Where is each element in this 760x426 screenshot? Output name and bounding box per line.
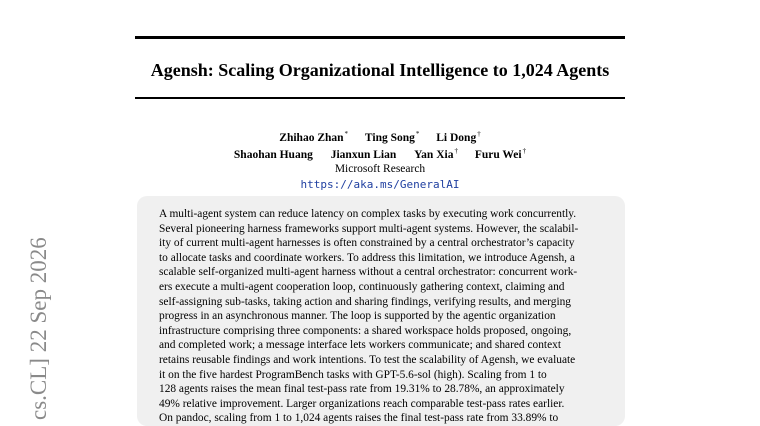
abstract-line: retains reusable findings and work intentions. To test the scalability of Agensh, we evaluate (159, 353, 576, 366)
abstract-line: scalable self-organized multi-agent harness without a central orchestrator: concurrent work- (159, 266, 578, 279)
affiliation: Microsoft Research (334, 163, 426, 175)
author: Furu Wei† (474, 147, 527, 161)
title-rule-top (135, 36, 625, 39)
abstract-line: progress in an asynchronous manner. The loop is supported by the agentic organization (159, 310, 556, 323)
abstract-line: it on the five hardest ProgramBench tasks with GPT-5.6-sol (high). Scaling from 1 to (159, 368, 547, 381)
project-link[interactable]: https://aka.ms/GeneralAI (300, 178, 460, 191)
author: Yan Xia† (414, 147, 458, 161)
author: Zhihao Zhan* (279, 130, 349, 144)
abstract-line: 128 agents raises the mean final test-pass rate from 19.31% to 28.78%, an approximately (159, 383, 565, 396)
abstract-line: On pandoc, scaling from 1 to 1,024 agents raises the final test-pass rate from 33.89% to (159, 412, 559, 425)
abstract-line: to allocate tasks and coordinate workers. To address this limitation, we introduce Agensh, a (159, 251, 575, 264)
authors-row-2 (100, 147, 660, 161)
paper-title: Agensh: Scaling Organizational Intelligence to 1,024 Agents (150, 60, 610, 80)
authors-row-1 (100, 130, 660, 144)
abstract-line: ers execute a multi-agent cooperation loop, continuously gathering context, claiming and (159, 280, 565, 293)
abstract-line: infrastructure comprising three components: a shared workspace holds proposed, ongoing, (159, 324, 572, 337)
title-rule-bottom (135, 97, 625, 99)
arxiv-stamp: cs.CL] 22 Sep 2026 (26, 237, 51, 420)
author: Li Dong† (436, 130, 481, 144)
author: Jianxun Lian (330, 148, 397, 161)
abstract (159, 207, 603, 426)
author: Shaohan Huang (233, 148, 313, 161)
abstract-line: and completed work; a message interface lets workers communicate; and shared context (159, 339, 561, 352)
abstract-line: ity of current multi-agent harnesses is often constrained by a central orchestrator’s capacity (159, 237, 575, 250)
abstract-line: 49% relative improvement. Larger organizations reach comparable test-pass rates earlier. (159, 397, 565, 410)
author: Ting Song* (364, 130, 420, 144)
abstract-line: self-assigning sub-tasks, taking action and sharing findings, verifying results, and merging (159, 295, 571, 308)
abstract-line: Several pioneering harness frameworks support multi-agent systems. However, the scalabil- (159, 222, 579, 235)
abstract-line: A multi-agent system can reduce latency on complex tasks by executing work concurrently. (159, 208, 577, 220)
